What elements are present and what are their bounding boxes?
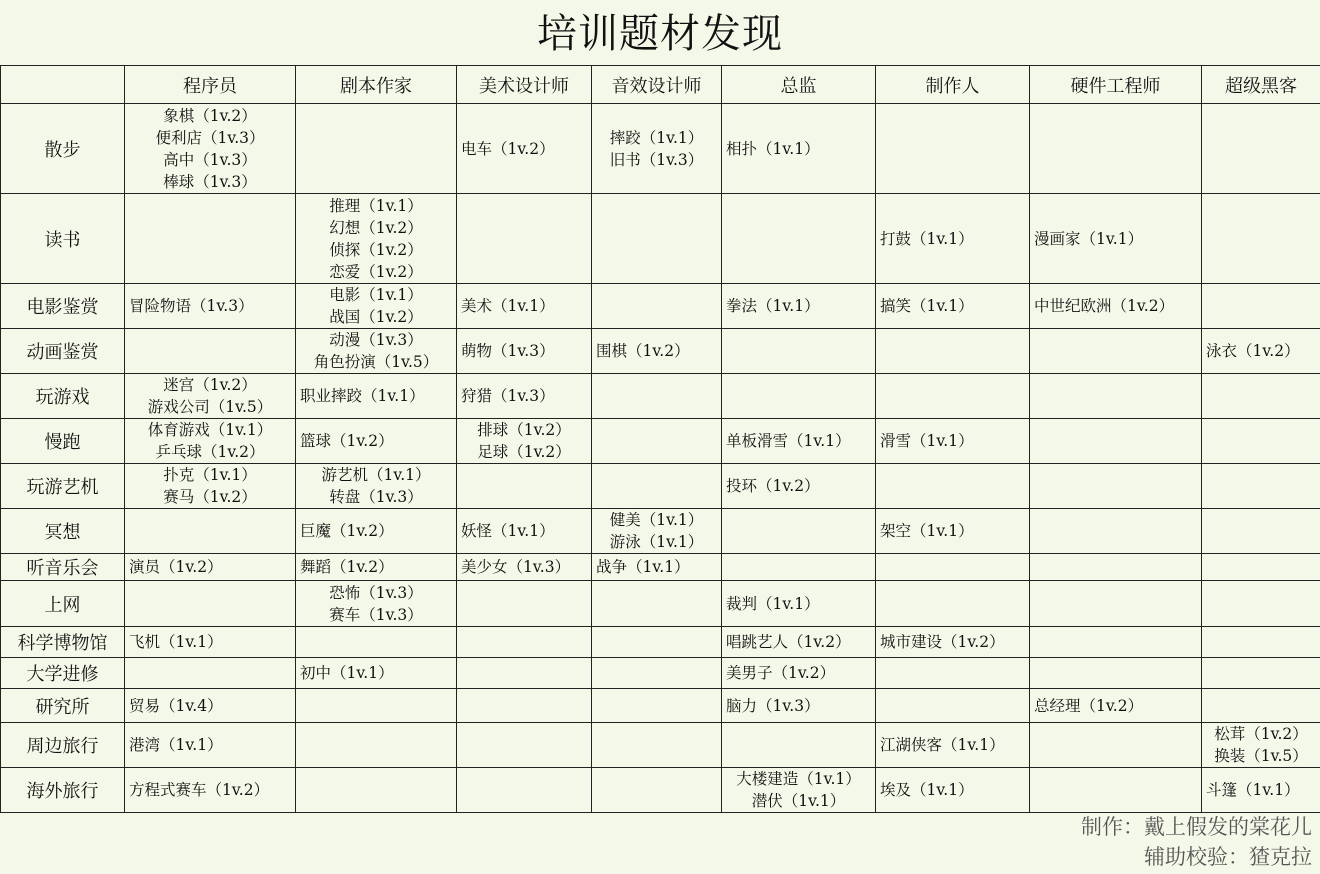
cell-content	[296, 284, 456, 328]
maker-credit: 制作：戴上假发的棠花儿	[1081, 815, 1312, 839]
table-cell	[1030, 509, 1202, 554]
table-cell	[125, 329, 296, 374]
table-cell	[876, 194, 1030, 284]
topic-entry: 围棋（1v.2）	[596, 342, 690, 360]
row-label: 动画鉴赏	[1, 329, 125, 374]
cell-content	[296, 520, 456, 542]
table-cell	[457, 768, 592, 813]
table-cell	[125, 509, 296, 554]
table-cell	[1030, 419, 1202, 464]
table-cell	[876, 419, 1030, 464]
cell-content	[876, 631, 1029, 653]
topic-entry: 游泳（1v.1）	[609, 533, 704, 551]
cell-content	[1202, 340, 1320, 362]
table-cell	[457, 581, 592, 627]
topic-entry: 乒乓球（1v.2）	[155, 443, 265, 461]
table-cell	[1030, 104, 1202, 194]
topic-entry: 赛车（1v.3）	[329, 605, 423, 624]
table-cell	[125, 464, 296, 509]
cell-content	[296, 329, 456, 373]
table-cell	[1202, 689, 1320, 723]
table-cell	[457, 374, 592, 419]
cell-content	[876, 430, 1029, 452]
table-cell	[1202, 658, 1320, 689]
cell-content	[876, 779, 1029, 801]
table-cell	[457, 329, 592, 374]
table-cell	[1030, 329, 1202, 374]
row-label: 玩游戏	[1, 374, 125, 419]
table-cell	[592, 329, 722, 374]
table-cell	[876, 723, 1030, 768]
topic-entry: 战争（1v.1）	[596, 558, 690, 576]
cell-content	[722, 430, 875, 452]
topic-entry: 漫画家（1v.1）	[1034, 229, 1144, 248]
table-cell	[1030, 768, 1202, 813]
cell-content	[125, 779, 295, 801]
page-title: 培训题材发现	[537, 11, 783, 57]
table-row	[1, 419, 1320, 464]
topic-entry: 潜伏（1v.1）	[751, 792, 846, 810]
topic-entry: 港湾（1v.1）	[129, 736, 223, 754]
table-row	[1, 768, 1320, 813]
table-row	[1, 104, 1320, 194]
table-cell	[722, 723, 876, 768]
table-cell	[1202, 374, 1320, 419]
table-cell	[876, 658, 1030, 689]
table-cell	[592, 768, 722, 813]
cell-content	[876, 734, 1029, 756]
cell-content	[1030, 695, 1201, 717]
cell-content	[125, 631, 295, 653]
table-cell	[457, 554, 592, 581]
topic-entry: 职业摔跤（1v.1）	[300, 387, 425, 405]
topic-entry: 冒险物语（1v.3）	[129, 297, 254, 315]
table-row	[1, 464, 1320, 509]
table-cell	[1030, 689, 1202, 723]
topic-entry: 脑力（1v.3）	[726, 696, 820, 715]
table-cell	[457, 658, 592, 689]
table-cell	[457, 284, 592, 329]
table-cell	[592, 464, 722, 509]
table-cell	[1202, 284, 1320, 329]
cell-content	[125, 419, 295, 463]
topic-entry: 棒球（1v.3）	[163, 172, 257, 191]
table-cell	[296, 768, 457, 813]
table-cell	[1030, 627, 1202, 658]
topic-entry: 妖怪（1v.1）	[461, 522, 555, 540]
row-label: 大学进修	[1, 658, 125, 689]
cell-content	[592, 556, 721, 578]
table-cell	[1202, 554, 1320, 581]
table-cell	[876, 284, 1030, 329]
table-row	[1, 554, 1320, 581]
cell-content	[1030, 295, 1201, 317]
topic-entry: 排球（1v.2）	[477, 421, 571, 439]
table-cell	[1202, 768, 1320, 813]
table-cell	[296, 284, 457, 329]
topic-entry: 侦探（1v.2）	[329, 240, 423, 259]
cell-content	[457, 520, 591, 542]
topic-entry: 扑克（1v.1）	[163, 466, 257, 484]
table-row	[1, 723, 1320, 768]
cell-content	[876, 520, 1029, 542]
table-cell	[722, 689, 876, 723]
cell-content	[722, 475, 875, 497]
table-cell	[296, 554, 457, 581]
topic-entry: 换装（1v.5）	[1214, 747, 1308, 765]
table-row	[1, 581, 1320, 627]
table-cell	[722, 374, 876, 419]
table-cell	[125, 554, 296, 581]
topic-entry: 城市建设（1v.2）	[880, 633, 1005, 651]
row-label: 周边旅行	[1, 723, 125, 768]
table-cell	[1030, 464, 1202, 509]
table-row	[1, 194, 1320, 284]
cell-content	[125, 695, 295, 717]
cell-content	[296, 385, 456, 407]
table-cell	[1030, 658, 1202, 689]
column-header: 制作人	[876, 66, 1030, 104]
table-row	[1, 658, 1320, 689]
table-cell	[592, 627, 722, 658]
topic-entry: 迷宫（1v.2）	[163, 376, 257, 394]
topic-entry: 高中（1v.3）	[163, 150, 257, 169]
table-cell	[592, 419, 722, 464]
table-cell	[296, 627, 457, 658]
cell-content	[722, 138, 875, 160]
table-row	[1, 627, 1320, 658]
table-cell	[1202, 194, 1320, 284]
cell-content	[592, 340, 721, 362]
table-body	[1, 104, 1320, 813]
table-cell	[125, 194, 296, 284]
corner-cell	[1, 66, 125, 104]
table-cell	[457, 419, 592, 464]
topic-entry: 推理（1v.1）	[329, 196, 423, 215]
cell-content	[722, 768, 875, 812]
topic-entry: 松茸（1v.2）	[1214, 725, 1308, 743]
topic-entry: 便利店（1v.3）	[155, 128, 265, 147]
table-cell	[722, 768, 876, 813]
topic-entry: 游艺机（1v.1）	[321, 466, 431, 484]
column-header: 硬件工程师	[1030, 66, 1202, 104]
topic-entry: 电车（1v.2）	[461, 139, 555, 158]
column-header: 音效设计师	[592, 66, 722, 104]
cell-content	[296, 582, 456, 626]
table-cell	[876, 554, 1030, 581]
topic-entry: 拳法（1v.1）	[726, 297, 820, 315]
topic-entry: 摔跤（1v.1）	[609, 128, 704, 147]
cell-content	[1202, 723, 1320, 767]
table-cell	[876, 509, 1030, 554]
cell-content	[296, 662, 456, 684]
topic-entry: 架空（1v.1）	[880, 522, 974, 540]
topic-entry: 角色扮演（1v.5）	[313, 353, 439, 371]
table-cell	[722, 581, 876, 627]
table-cell	[592, 509, 722, 554]
table-cell	[722, 658, 876, 689]
topic-entry: 巨魔（1v.2）	[300, 522, 394, 540]
topic-entry: 美男子（1v.2）	[726, 664, 836, 682]
table-cell	[296, 464, 457, 509]
table-cell	[457, 464, 592, 509]
table-cell	[1030, 194, 1202, 284]
cell-content	[592, 509, 721, 553]
cell-content	[722, 631, 875, 653]
topic-entry: 方程式赛车（1v.2）	[129, 781, 270, 799]
topic-entry: 旧书（1v.3）	[609, 150, 704, 169]
table-cell	[876, 464, 1030, 509]
table-cell	[592, 284, 722, 329]
table-row	[1, 284, 1320, 329]
table-cell	[1202, 723, 1320, 768]
table-cell	[722, 627, 876, 658]
column-header: 剧本作家	[296, 66, 457, 104]
topic-entry: 篮球（1v.2）	[300, 432, 394, 450]
table-cell	[592, 689, 722, 723]
topic-entry: 健美（1v.1）	[609, 511, 704, 529]
table-row	[1, 329, 1320, 374]
table-cell	[125, 581, 296, 627]
cell-content	[457, 340, 591, 362]
cell-content	[125, 556, 295, 578]
row-label: 科学博物馆	[1, 627, 125, 658]
column-header: 超级黑客	[1202, 66, 1320, 104]
table-cell	[125, 627, 296, 658]
topic-entry: 战国（1v.2）	[329, 308, 423, 326]
table-cell	[592, 658, 722, 689]
topic-entry: 泳衣（1v.2）	[1206, 342, 1300, 360]
table-cell	[125, 658, 296, 689]
topic-entry: 埃及（1v.1）	[880, 781, 974, 799]
table-cell	[296, 104, 457, 194]
cell-content	[125, 734, 295, 756]
row-label: 电影鉴赏	[1, 284, 125, 329]
table-cell	[296, 194, 457, 284]
table-cell	[1030, 284, 1202, 329]
row-label: 读书	[1, 194, 125, 284]
table-cell	[592, 104, 722, 194]
table-cell	[296, 723, 457, 768]
table-cell	[876, 768, 1030, 813]
table-cell	[457, 689, 592, 723]
table-cell	[1202, 104, 1320, 194]
row-label: 散步	[1, 104, 125, 194]
table-cell	[1030, 374, 1202, 419]
topic-entry: 转盘（1v.3）	[329, 488, 423, 506]
row-label: 听音乐会	[1, 554, 125, 581]
cell-content	[457, 295, 591, 317]
cell-content	[722, 695, 875, 717]
topic-entry: 萌物（1v.3）	[461, 342, 555, 360]
topic-entry: 舞蹈（1v.2）	[300, 558, 394, 576]
row-label: 冥想	[1, 509, 125, 554]
table-cell	[296, 689, 457, 723]
topic-entry: 飞机（1v.1）	[129, 633, 223, 651]
table-row	[1, 374, 1320, 419]
topic-entry: 大楼建造（1v.1）	[736, 770, 861, 788]
cell-content	[876, 295, 1029, 317]
cell-content	[722, 593, 875, 615]
header-row	[1, 66, 1320, 104]
table-cell	[876, 329, 1030, 374]
table-row	[1, 509, 1320, 554]
table-cell	[296, 329, 457, 374]
table-cell	[296, 419, 457, 464]
table-cell	[296, 509, 457, 554]
table-cell	[457, 104, 592, 194]
table-cell	[1202, 627, 1320, 658]
table-cell	[592, 194, 722, 284]
cell-content	[296, 464, 456, 508]
table-cell	[592, 374, 722, 419]
table-cell	[722, 194, 876, 284]
table-cell	[722, 329, 876, 374]
table-cell	[1202, 581, 1320, 627]
cell-content	[457, 419, 591, 463]
table-cell	[125, 689, 296, 723]
table-cell	[125, 374, 296, 419]
checker-credit: 辅助校验：猹克拉	[1144, 845, 1312, 869]
table-cell	[457, 627, 592, 658]
topic-entry: 体育游戏（1v.1）	[147, 421, 273, 439]
cell-content	[722, 295, 875, 317]
topic-entry: 演员（1v.2）	[129, 558, 223, 576]
topic-entry: 初中（1v.1）	[300, 664, 394, 682]
table-cell	[722, 509, 876, 554]
topic-entry: 电影（1v.1）	[329, 286, 423, 304]
topic-entry: 裁判（1v.1）	[726, 594, 820, 613]
topic-entry: 游戏公司（1v.5）	[147, 398, 273, 416]
column-header: 美术设计师	[457, 66, 592, 104]
topic-entry: 美术（1v.1）	[461, 297, 555, 315]
cell-content	[722, 662, 875, 684]
table-cell	[125, 723, 296, 768]
cell-content	[457, 385, 591, 407]
table-cell	[457, 723, 592, 768]
table-cell	[296, 658, 457, 689]
table-cell	[592, 723, 722, 768]
topic-entry: 赛马（1v.2）	[163, 488, 257, 506]
topic-entry: 恋爱（1v.2）	[329, 262, 423, 281]
row-label: 慢跑	[1, 419, 125, 464]
cell-content	[296, 556, 456, 578]
table-cell	[722, 419, 876, 464]
table-cell	[1202, 419, 1320, 464]
topic-entry: 狩猎（1v.3）	[461, 387, 555, 405]
topic-entry: 美少女（1v.3）	[461, 558, 571, 576]
topic-entry: 象棋（1v.2）	[163, 106, 257, 125]
topic-table	[0, 65, 1320, 813]
table-row	[1, 689, 1320, 723]
table-cell	[125, 104, 296, 194]
cell-content	[876, 228, 1029, 250]
credits	[1081, 812, 1312, 872]
cell-content	[592, 127, 721, 171]
table-cell	[1202, 329, 1320, 374]
cell-content	[1030, 228, 1201, 250]
table-cell	[457, 509, 592, 554]
topic-entry: 恐怖（1v.3）	[329, 583, 423, 602]
table-cell	[592, 581, 722, 627]
topic-entry: 幻想（1v.2）	[329, 218, 423, 237]
column-header: 程序员	[125, 66, 296, 104]
table-cell	[125, 768, 296, 813]
table-cell	[457, 194, 592, 284]
table-cell	[876, 581, 1030, 627]
table-cell	[722, 104, 876, 194]
column-header: 总监	[722, 66, 876, 104]
cell-content	[125, 374, 295, 418]
topic-entry: 总经理（1v.2）	[1034, 696, 1144, 715]
cell-content	[296, 430, 456, 452]
cell-content	[457, 556, 591, 578]
row-label: 研究所	[1, 689, 125, 723]
table-cell	[1030, 581, 1202, 627]
topic-entry: 投环（1v.2）	[726, 477, 820, 495]
table-cell	[722, 284, 876, 329]
table-cell	[876, 627, 1030, 658]
topic-entry: 贸易（1v.4）	[129, 696, 223, 715]
topic-entry: 搞笑（1v.1）	[880, 297, 974, 315]
table-cell	[722, 554, 876, 581]
table-cell	[722, 464, 876, 509]
row-label: 玩游艺机	[1, 464, 125, 509]
topic-entry: 滑雪（1v.1）	[880, 432, 974, 450]
cell-content	[1202, 779, 1320, 801]
table-cell	[1202, 509, 1320, 554]
topic-entry: 江湖侠客（1v.1）	[880, 736, 1005, 754]
table-cell	[125, 419, 296, 464]
cell-content	[457, 138, 591, 160]
topic-entry: 足球（1v.2）	[477, 443, 571, 461]
table-cell	[1030, 554, 1202, 581]
topic-entry: 打鼓（1v.1）	[880, 229, 974, 248]
table-cell	[876, 374, 1030, 419]
table-cell	[296, 581, 457, 627]
cell-content	[125, 105, 295, 193]
topic-entry: 唱跳艺人（1v.2）	[726, 633, 851, 651]
row-label: 海外旅行	[1, 768, 125, 813]
topic-entry: 斗篷（1v.1）	[1206, 781, 1300, 799]
table-cell	[125, 284, 296, 329]
table-cell	[876, 104, 1030, 194]
topic-entry: 中世纪欧洲（1v.2）	[1034, 297, 1175, 315]
cell-content	[125, 295, 295, 317]
cell-content	[296, 195, 456, 283]
cell-content	[125, 464, 295, 508]
table-cell	[296, 374, 457, 419]
table-cell	[876, 689, 1030, 723]
row-label: 上网	[1, 581, 125, 627]
topic-entry: 相扑（1v.1）	[726, 139, 820, 158]
table-cell	[592, 554, 722, 581]
table-cell	[1030, 723, 1202, 768]
topic-entry: 动漫（1v.3）	[329, 331, 423, 349]
table-cell	[1202, 464, 1320, 509]
topic-entry: 单板滑雪（1v.1）	[726, 432, 851, 450]
